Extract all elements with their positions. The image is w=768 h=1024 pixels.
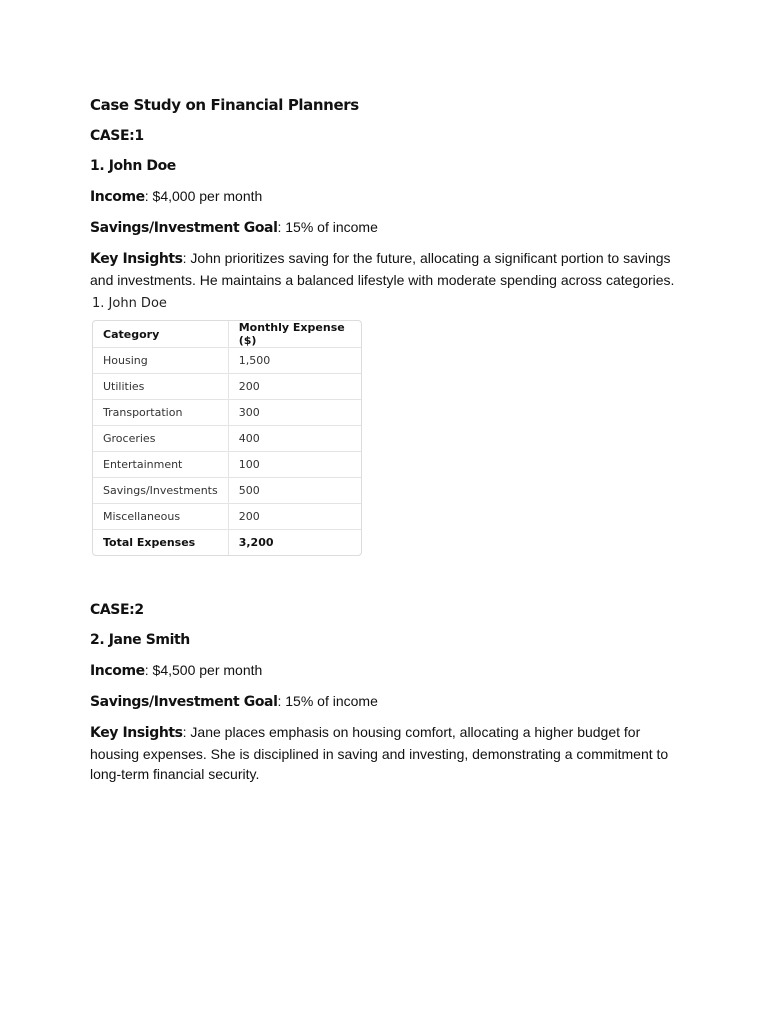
case2-label: CASE:2 <box>90 602 144 618</box>
table-cell-category: Housing <box>93 348 229 374</box>
table-cell-category: Savings/Investments <box>93 478 229 504</box>
table-total-label: Total Expenses <box>93 530 229 555</box>
table-total-amount: 3,200 <box>238 536 274 549</box>
table-cell-amount: 100 <box>229 452 361 478</box>
table-total-row <box>93 530 361 555</box>
case2-income-label: Income <box>90 663 145 679</box>
case1-insights <box>90 248 690 290</box>
case1-income-label: Income <box>90 189 145 205</box>
table-cell-category: Entertainment <box>93 452 229 478</box>
case1-income-value: : $4,000 per month <box>144 188 263 204</box>
case1-insights-text: : John prioritizes saving for the future, allocating a significant portion to savings and investments. He maintains a balanced lifestyle with moderate spending across categories. <box>90 250 675 288</box>
case2-section <box>90 600 690 785</box>
table-header-row <box>93 321 361 348</box>
case1-insights-label: Key Insights <box>90 251 183 267</box>
case2-insights-text: : Jane places emphasis on housing comfort, allocating a higher budget for housing expenses. She is disciplined in saving and investing, demonstrating a commitment to long-term financial security. <box>90 724 669 782</box>
table-row <box>93 478 361 504</box>
table-header-expense: Monthly Expense ($) <box>229 321 361 348</box>
table-cell-amount: 200 <box>229 374 361 400</box>
case2-insights <box>90 722 690 785</box>
document-body <box>90 94 690 791</box>
table-row <box>93 504 361 530</box>
table-row <box>93 426 361 452</box>
table-caption: 1. John Doe <box>92 296 167 311</box>
expense-table <box>92 320 362 556</box>
table-row <box>93 374 361 400</box>
table-cell-amount: 400 <box>229 426 361 452</box>
document-title: Case Study on Financial Planners <box>90 96 359 114</box>
case2-name: 2. Jane Smith <box>90 632 190 648</box>
table-cell-category: Miscellaneous <box>93 504 229 530</box>
case1-income <box>90 186 690 207</box>
table-cell-category: Transportation <box>93 400 229 426</box>
table-cell-amount: 200 <box>229 504 361 530</box>
table-cell-category: Groceries <box>93 426 229 452</box>
table-row <box>93 452 361 478</box>
case1-goal <box>90 217 690 238</box>
case1-goal-label: Savings/Investment Goal <box>90 220 278 236</box>
table-cell-amount: 300 <box>229 400 361 426</box>
case2-goal <box>90 691 690 712</box>
table-header-category: Category <box>93 321 229 348</box>
table-cell-category: Utilities <box>93 374 229 400</box>
case1-goal-value: : 15% of income <box>277 219 378 235</box>
table-cell-amount: 1,500 <box>229 348 361 374</box>
expense-table-image <box>90 296 362 556</box>
case2-income-value: : $4,500 per month <box>144 662 263 678</box>
case2-insights-label: Key Insights <box>90 725 183 741</box>
case1-name: 1. John Doe <box>90 158 176 174</box>
table-cell-amount: 500 <box>229 478 361 504</box>
table-row <box>93 400 361 426</box>
case2-goal-value: : 15% of income <box>277 693 378 709</box>
case2-goal-label: Savings/Investment Goal <box>90 694 278 710</box>
case2-income <box>90 660 690 681</box>
case1-label: CASE:1 <box>90 128 144 144</box>
table-row <box>93 348 361 374</box>
